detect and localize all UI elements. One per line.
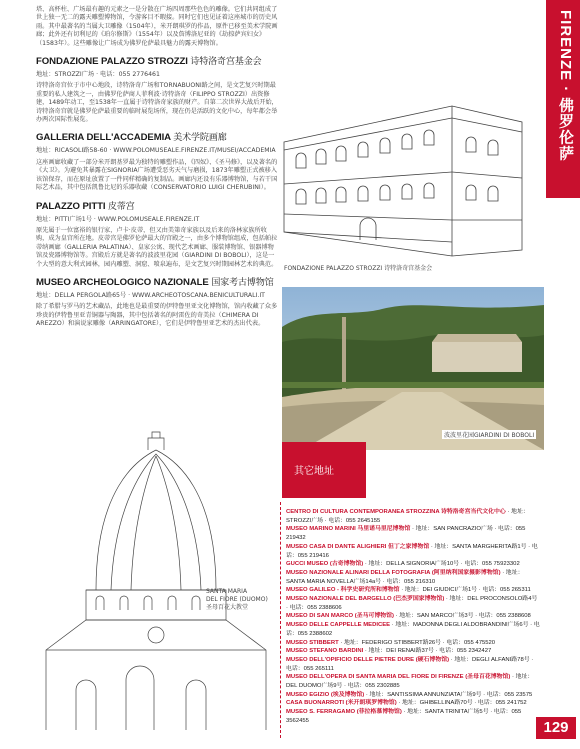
side-tab	[546, 0, 580, 749]
section-body: 诗特洛奇宫位于市中心地段，诗特洛奇广场和TORNABUONI路之间，是文艺复兴时期最重要的私人建筑之一，由佛罗伦萨商人菲利波·诗特洛奇（FILIPPO STROZZI）出资修建，1489年动工，至1538年一直属于诗特洛奇家族的财产。自第二次世界大战后开始，诗特洛奇宫就是佛罗伦萨最重要的临时展览场所，现在仍是活跃的文化中心，每年都会举办两次国际性展览。	[36, 82, 278, 124]
boboli-caption: 波波里花园GIARDINI DI BOBOLI	[444, 432, 535, 439]
section-address: 地址：DELLA PERGOLA路65号 · WWW.ARCHEOTOSCANA.BENICULTURALI.IT	[36, 291, 265, 299]
boboli-photo-image	[282, 287, 544, 450]
list-item: MUSEO NAZIONALE DEL BARGELLO (巴杰罗国家博物馆) · 地址：DEL PROCONSOLO路4号 · 电话：055 2388606	[286, 596, 538, 611]
section-address: 地址：STROZZI广场 · 电话：055 2776461	[36, 71, 160, 79]
palazzo-strozzi-drawing	[282, 82, 540, 260]
section-title: FONDAZIONE PALAZZO STROZZI 诗特洛奇宫基金会	[36, 56, 262, 68]
other-addresses-header	[282, 442, 366, 498]
list-item: MUSEO CASA DI DANTE ALIGHIERI 但丁之家博物馆 · 地址：SANTA MARGHERITA路1号 · 电话：055 219416	[286, 543, 538, 559]
intro-paragraph: 塔、高杯柱、广场最有趣的元素之一是分散在广场四周那些色色的雕像。它们共同组成了世上独一无二的露天雕塑博物馆，令游客目不暇接。同时它们也见证着这座城市的历史风雨。其中最著名的当属大卫雕像（1504年），米开朗琪罗的作品，原件已移至美术学院画廊；此外还有切利尼的《珀尔修斯》（1554年）以及詹博洛尼亚的《劫掠萨宾妇女》（1583年）。这些雕像让广场成为佛罗伦萨最具魅力的露天博物馆。	[36, 6, 278, 47]
list-item: GUCCI MUSEO (古奇博物馆) · 地址：DELLA SIGNORIA广场10号 · 电话：055 75923302	[286, 561, 520, 568]
other-addresses-list	[286, 508, 540, 726]
boboli-photo	[282, 287, 544, 450]
text-column	[36, 6, 278, 332]
section-title: PALAZZO PITTI 皮蒂宫	[36, 200, 135, 212]
section-body: 除了希腊与罗马的艺术藏品，此地也是最重要的伊特鲁里亚文化博物馆，馆内收藏了众多珍贵的伊特鲁里亚青铜器与陶器，其中包括著名的阿雷佐的奇美拉（CHIMERA DI AREZZO）和演说家雕像（ARRINGATORE），它们是伊特鲁里亚艺术的杰出代表。	[36, 303, 278, 328]
list-item: MUSEO NAZIONALE ALINARI DELLA FOTOGRAFIA (阿里纳利国家摄影博物馆) · 地址：SANTA MARIA NOVELLA广场14a号 · 电话：055 216310	[286, 569, 524, 585]
side-tab-label: FIRENZE · 佛罗伦萨	[557, 10, 574, 162]
section-accademia	[36, 132, 278, 192]
list-item: MUSEO DELLE CAPPELLE MEDICEE · 地址：MADONNA DEGLI ALDOBRANDINI广场6号 · 电话：055 2388602	[286, 622, 540, 637]
section-title: MUSEO ARCHEOLOGICO NAZIONALE 国家考古博物馆	[36, 276, 274, 288]
list-item: MUSEO STIBBERT · 地址：FEDERIGO STIBBERT路26号 · 电话：055 475520	[286, 639, 496, 646]
section-pitti	[36, 201, 278, 269]
list-item: MUSEO EGIZIO (埃及博物馆) · 地址：SANTISSIMA ANNUNZIATA广场9号 · 电话：055 23575	[286, 691, 533, 698]
section-address: 地址：RICASOLI路58-60 · WWW.POLOMUSEALE.FIRENZE.IT/MUSEI/ACCADEMIA	[36, 147, 276, 155]
list-item: CENTRO DI CULTURA CONTEMPORANEA STROZZINA 诗特洛奇宫当代文化中心 · 地址：STROZZI广场 · 电话：055 2645155	[286, 509, 529, 524]
section-body: 原先属于一位富裕的银行家，卢卡·皮蒂，但又由美第奇家族以及后来的洛林家族所收购，成为皇宫所在地。皮蒂宫是佛罗伦萨最大的宫殿之一，由多个博物馆组成，包括帕拉蒂纳画廊（GALLERIA PALATINA）、皇家公寓、现代艺术画廊、服装博物馆、银器博物馆及瓷器博物馆等。宫殿后方就是著名的波波里花园（GIARDINI DI BOBOLI），这是一个大型的意大利式园林，园内雕塑、洞窟、喷泉遍布，是文艺复兴时期园林艺术的典范。	[36, 226, 278, 268]
section-body: 这座画廊收藏了一部分米开朗基罗最为独特的雕塑作品，《四奴》、《圣马修》，以及著名的《大卫》。为避免其暴露在SIGNORIA广场遭受恶劣天气与磨损，1873年雕塑正式被移入该馆保存，而在原址放置了一件同样精确的复制品。画廊内还设有乐器博物馆，与若干国际艺术品，其中包括凯鲁比尼的乐器收藏（CONSERVATORIO LUIGI CHERUBINI）。	[36, 158, 278, 192]
strozzi-caption: FONDAZIONE PALAZZO STROZZI 诗特洛奇宫基金会	[284, 265, 433, 272]
list-item: CASA BUONARROTI (米开朗琪罗博物馆) · 地址：GHIBELLINA路70号 · 电话：055 241752	[286, 700, 527, 707]
duomo-drawing	[36, 430, 276, 730]
section-title: GALLERIA DELL'ACCADEMIA 美术学院画廊	[36, 132, 227, 144]
duomo-caption: SANTA MARIA DEL FIORE (DUOMO) 圣母百花大教堂	[206, 588, 268, 611]
section-strozzi	[36, 56, 278, 124]
section-address: 地址：PITTI广场1号 · WWW.POLOMUSEALE.FIRENZE.IT	[36, 215, 200, 223]
list-item: MUSEO S. FERRAGAMO (菲拉格慕博物馆) · 地址：SANTA TRINITA广场5号 · 电话：055 3562455	[286, 709, 522, 724]
list-item: MUSEO GALILEO - 科学史研究所和博物馆 · 地址：DEI GIUDICI广场1号 · 电话：055 265311	[286, 587, 531, 594]
list-item: MUSEO STEFANO BARDINI · 地址：DEI RENAI路37号 · 电话：055 2342427	[286, 648, 492, 655]
list-item: MUSEO DELL'OPERA DI SANTA MARIA DEL FIORE DI FIRENZE (圣母百花博物馆) · 地址：DEL DUOMO广场9号 · 电话：055 2302885	[286, 674, 534, 690]
list-item: MUSEO DELL'OPIFICIO DELLE PIETRE DURE (硬石博物馆) · 地址：DEGLI ALFANI路78号 · 电话：055 265111	[286, 656, 534, 672]
list-item: MUSEO MARINO MARINI 马里诺马里尼博物馆 · 地址：SAN PANCRAZIO广场 · 电话：055 219432	[286, 526, 526, 542]
page-number: 129	[536, 717, 576, 739]
other-addresses-title: 其它地址	[294, 466, 334, 477]
section-archeologico	[36, 277, 278, 329]
list-item: MUSEO DI SAN MARCO (圣马可博物馆) · 地址：SAN MARCO广场3号 · 电话：055 2388608	[286, 613, 531, 620]
